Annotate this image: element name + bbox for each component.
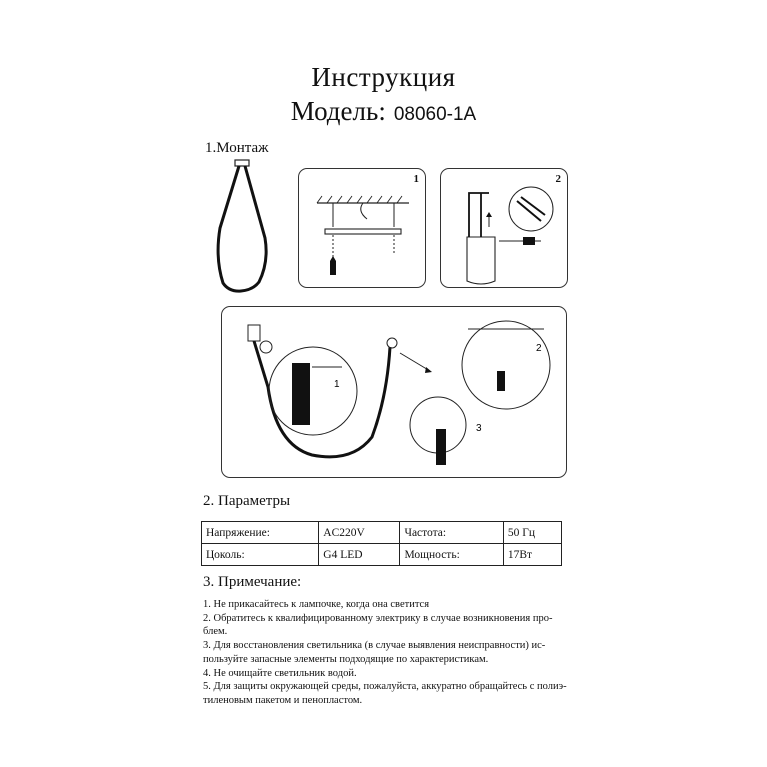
list-item: 1. Не прикасайтесь к лампочке, когда она светится xyxy=(203,599,430,610)
param-label: Цоколь: xyxy=(202,544,319,566)
param-value: 50 Гц xyxy=(503,522,561,544)
param-value: AC220V xyxy=(319,522,400,544)
list-item: 5. Для защиты окружающей среды, пожалуйста, аккуратно обращайтесь с полиэ- xyxy=(203,681,567,693)
param-label: Напряжение: xyxy=(202,522,319,544)
param-label: Мощность: xyxy=(400,544,503,566)
list-item: 4. Не очищайте светильник водой. xyxy=(203,667,357,679)
mounting-panel-3 xyxy=(221,306,567,478)
document-title: Инструкция xyxy=(311,62,456,92)
section-notes-heading: 3. Примечание: xyxy=(203,574,302,590)
notes-list xyxy=(203,598,573,708)
parameters-table xyxy=(201,521,562,566)
mounting-panel-2 xyxy=(440,168,568,288)
section-mounting-heading: 1.Монтаж xyxy=(205,140,269,156)
list-item: тиленовым пакетом и пенопластом. xyxy=(203,694,363,706)
callout-1: 1 xyxy=(334,379,340,390)
list-item: блем. xyxy=(203,626,228,638)
model-label: Модель: xyxy=(290,96,386,126)
param-value: 17Вт xyxy=(503,544,561,566)
panel-number-2: 2 xyxy=(555,173,561,185)
param-value: G4 LED xyxy=(319,544,400,566)
callout-2: 2 xyxy=(536,343,542,354)
mounting-panel-1 xyxy=(298,168,426,288)
lamp-assembly-illustration xyxy=(222,307,566,477)
panel-number-1: 1 xyxy=(413,173,419,185)
table-row xyxy=(202,522,562,544)
wire-connection-illustration xyxy=(441,169,567,287)
list-item: 3. Для восстановления светильника (в случае выявления неисправности) ис- xyxy=(203,640,546,652)
ceiling-mount-illustration xyxy=(299,169,425,287)
table-row xyxy=(202,544,562,566)
section-parameters-heading: 2. Параметры xyxy=(203,493,291,509)
param-label: Частота: xyxy=(400,522,503,544)
callout-3: 3 xyxy=(476,423,482,434)
list-item: 2. Обратитесь к квалифицированному электрику в случае возникновения про- xyxy=(203,612,553,624)
model-line xyxy=(0,96,767,127)
list-item: пользуйте запасные элементы подходящие по характеристикам. xyxy=(203,653,489,665)
model-code: 08060-1А xyxy=(393,104,477,125)
lamp-overview-illustration xyxy=(215,158,275,294)
